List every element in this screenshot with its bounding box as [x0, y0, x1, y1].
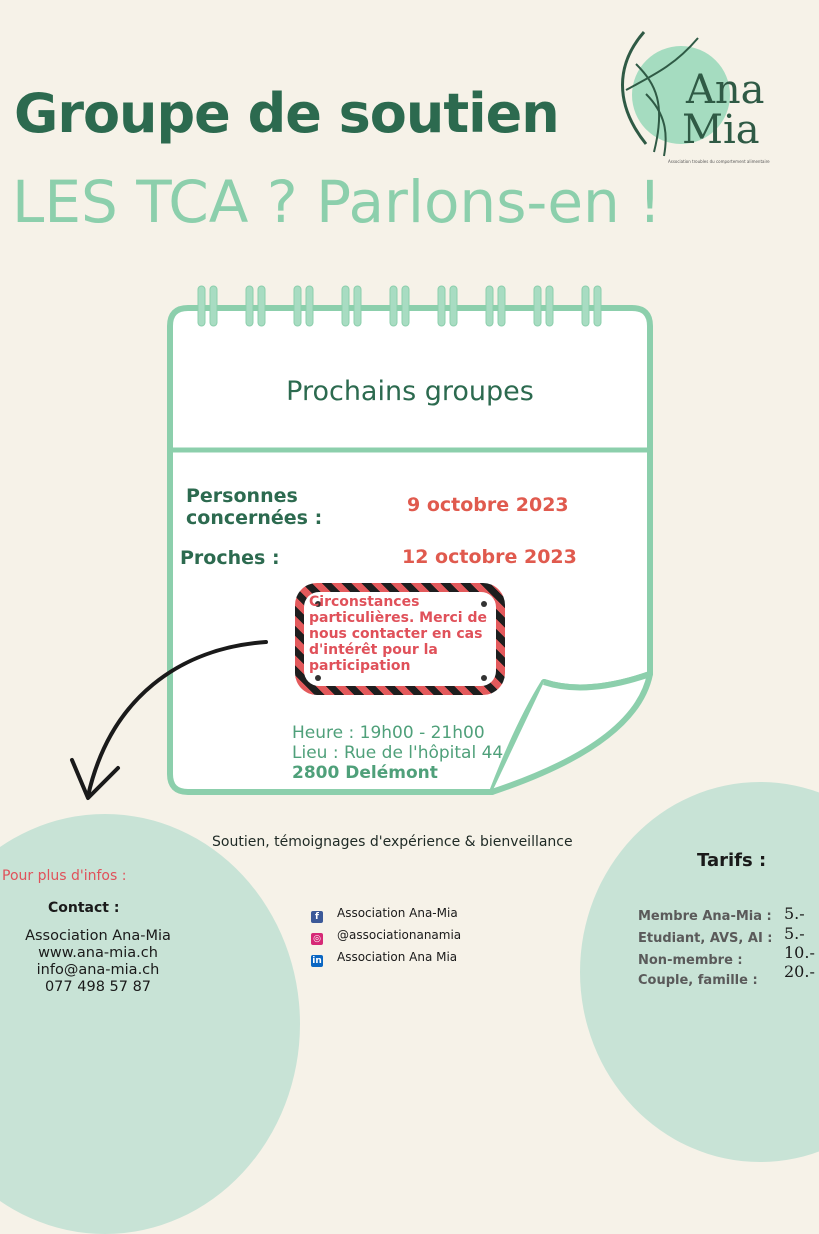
logo-tagline: Association troubles du comportement alimentaire — [668, 159, 770, 164]
tarif-value: 20.- — [784, 962, 815, 981]
event-city: 2800 Delémont — [292, 763, 438, 783]
group-label-line1: Personnes — [186, 485, 298, 507]
notice-box — [295, 583, 505, 695]
group-date-concerned: 9 octobre 2023 — [407, 494, 569, 516]
ana-mia-logo — [606, 24, 796, 164]
notice-text: Circonstances particulières. Merci de nous contacter en cas d'intérêt pour la participation — [309, 594, 487, 674]
logo-word-ana: Ana — [686, 67, 765, 113]
contact-details — [16, 928, 180, 996]
tarif-label: Non-membre : — [638, 953, 743, 968]
group-label-line2: concernées : — [186, 507, 323, 529]
event-info — [292, 723, 503, 783]
tarif-label: Etudiant, AVS, AI : — [638, 931, 773, 946]
linkedin-icon: in — [312, 956, 322, 966]
event-place: Lieu : Rue de l'hôpital 44 — [292, 743, 504, 763]
contact-org: Association Ana-Mia — [25, 928, 171, 944]
contact-email-link[interactable]: info@ana-mia.ch — [36, 962, 160, 978]
tarif-label: Couple, famille : — [638, 973, 758, 988]
social-instagram-link[interactable] — [311, 928, 461, 945]
social-facebook-label: Association Ana-Mia — [337, 906, 458, 920]
tarif-value: 10.- — [784, 943, 815, 962]
notice-dot — [481, 675, 487, 681]
page-title: Groupe de soutien — [14, 82, 559, 145]
tagline: Soutien, témoignages d'expérience & bienveillance — [212, 834, 573, 850]
calendar-heading: Prochains groupes — [286, 376, 534, 407]
group-label-concerned — [186, 485, 322, 529]
social-linkedin-link[interactable] — [311, 950, 457, 967]
group-label-relatives: Proches : — [180, 547, 280, 569]
page-subtitle: LES TCA ? Parlons-en ! — [12, 168, 662, 236]
logo-word-mia: Mia — [682, 107, 760, 153]
tarif-value: 5.- — [784, 924, 805, 943]
contact-website-link[interactable]: www.ana-mia.ch — [38, 945, 158, 961]
tarif-label: Membre Ana-Mia : — [638, 909, 772, 924]
event-hours: Heure : 19h00 - 21h00 — [292, 723, 485, 743]
instagram-icon: ◎ — [311, 933, 323, 945]
social-linkedin-label: Association Ana Mia — [337, 950, 458, 964]
curved-arrow-icon — [60, 628, 280, 808]
contact-phone: 077 498 57 87 — [44, 979, 152, 995]
contact-heading: Contact : — [48, 900, 120, 916]
social-facebook-link[interactable] — [311, 906, 458, 923]
tarif-value: 5.- — [784, 904, 805, 923]
facebook-icon: f — [311, 911, 323, 923]
binder-rings — [190, 284, 630, 330]
tarifs-heading: Tarifs : — [697, 850, 767, 871]
notice-dot — [315, 675, 321, 681]
social-instagram-label: @associationanamia — [337, 928, 462, 942]
more-info-label: Pour plus d'infos : — [2, 868, 127, 884]
group-date-relatives: 12 octobre 2023 — [402, 546, 577, 568]
